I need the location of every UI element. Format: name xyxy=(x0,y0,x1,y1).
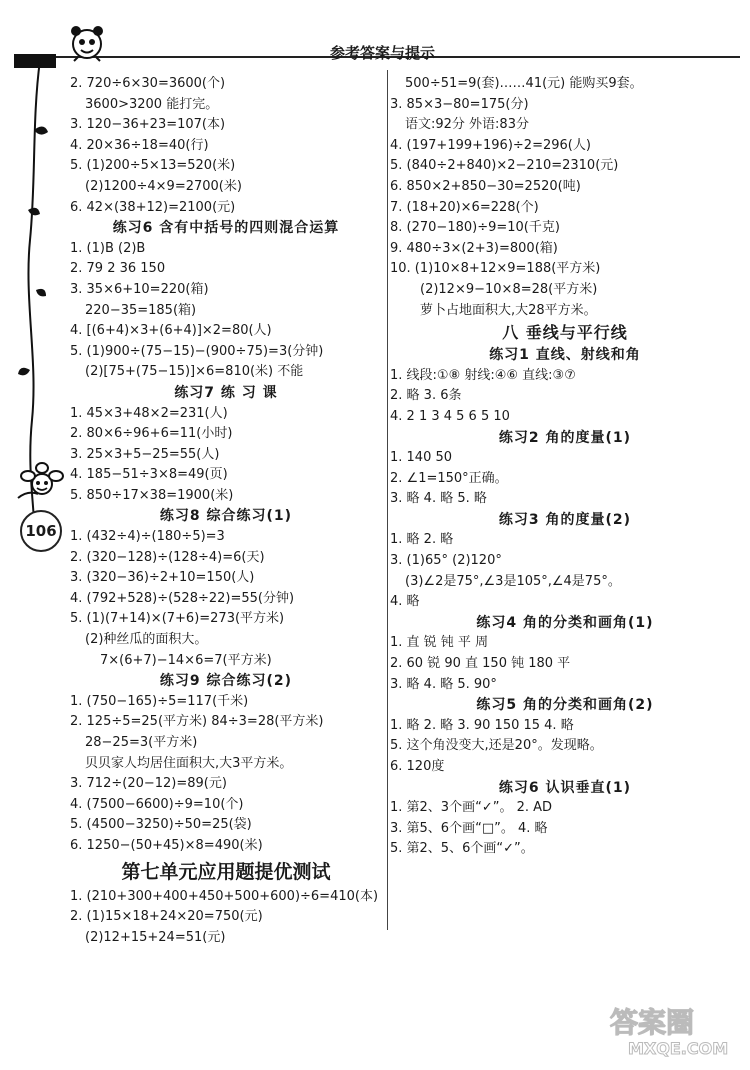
unit-test-heading: 第七单元应用题提优测试 xyxy=(121,860,331,883)
answer-line: 5. 这个角没变大,还是20°。发现略。 xyxy=(390,738,603,754)
answer-line: 1. 略 2. 略 xyxy=(390,532,454,548)
answer-line: 5. (840÷2+840)×2−210=2310(元) xyxy=(390,158,619,174)
answer-line: 1. 直 锐 钝 平 周 xyxy=(390,635,489,651)
answer-line: 10. (1)10×8+12×9=188(平方米) xyxy=(390,261,601,277)
answer-line: 5. 850÷17×38=1900(米) xyxy=(70,487,234,503)
answer-line: 6. 42×(38+12)=2100(元) xyxy=(70,199,236,215)
mascot-clock-icon xyxy=(64,22,110,62)
answer-line: 2. 60 锐 90 直 150 钝 180 平 xyxy=(390,656,571,672)
answer-line: 语文:92分 外语:83分 xyxy=(405,117,529,133)
answer-line: 3. 第5、6个画“□”。 4. 略 xyxy=(390,820,548,836)
answer-line: 1. 140 50 xyxy=(390,450,453,466)
answer-line: 5. (1)200÷5×13=520(米) xyxy=(70,158,236,174)
answer-line: 7×(6+7)−14×6=7(平方米) xyxy=(100,652,272,668)
answer-line: 2. (1)15×18+24×20=750(元) xyxy=(70,909,263,925)
answer-line: 1. 第2、3个画“✓”。 2. AD xyxy=(390,800,553,816)
answer-line: 1. (210+300+400+450+500+600)÷6=410(本) xyxy=(70,888,379,904)
answer-line: 1. 45×3+48×2=231(人) xyxy=(70,405,228,421)
answer-line: 9. 480÷3×(2+3)=800(箱) xyxy=(390,240,558,256)
answer-line: (2)种丝瓜的面积大。 xyxy=(85,632,208,648)
answer-line: 3. (1)65° (2)120° xyxy=(390,553,502,569)
answer-line: 3. 25×3+5−25=55(人) xyxy=(70,446,220,462)
column-divider xyxy=(387,70,388,930)
watermark-logo-text: 答案圈 xyxy=(610,1006,695,1039)
answer-line: 1. (432÷4)÷(180÷5)=3 xyxy=(70,529,225,545)
answer-line: 2. 80×6÷96+6=11(小时) xyxy=(70,426,233,442)
answer-line: (2)12+15+24=51(元) xyxy=(85,929,226,945)
vine-decoration-icon xyxy=(10,60,50,520)
answer-line: 3. 略 4. 略 5. 略 xyxy=(390,491,487,507)
answer-line: 7. (18+20)×6=228(个) xyxy=(390,199,539,215)
answer-line: (3)∠2是75°,∠3是105°,∠4是75°。 xyxy=(405,573,621,589)
answer-line: 220−35=185(箱) xyxy=(85,302,197,318)
exercise-heading: 练习7 练 习 课 xyxy=(174,384,278,401)
answer-line: 4. [(6+4)×3+(6+4)]×2=80(人) xyxy=(70,323,272,339)
answer-line: 2. 略 3. 6条 xyxy=(390,388,462,404)
answer-line: 1. (1)B (2)B xyxy=(70,240,146,256)
answer-line: 4. (7500−6600)÷9=10(个) xyxy=(70,796,244,812)
answer-line: 1. 略 2. 略 3. 90 150 15 4. 略 xyxy=(390,717,574,733)
exercise-heading: 练习5 角的分类和画角(2) xyxy=(476,697,654,714)
answer-line: (2)1200÷4×9=2700(米) xyxy=(85,178,242,194)
answer-line: 3. 85×3−80=175(分) xyxy=(390,96,529,112)
answer-line: 2. ∠1=150°正确。 xyxy=(390,470,508,486)
answer-line: 8. (270−180)÷9=10(千克) xyxy=(390,220,560,236)
answer-line: 4. 2 1 3 4 5 6 5 10 xyxy=(390,408,510,424)
answer-line: 萝卜占地面积大,大28平方米。 xyxy=(420,302,597,318)
answer-line: (2)12×9−10×8=28(平方米) xyxy=(420,281,598,297)
answer-line: (2)[75+(75−15)]×6=810(米) 不能 xyxy=(85,364,304,380)
answer-line: 4. (792+528)÷(528÷22)=55(分钟) xyxy=(70,590,295,606)
answer-line: 4. 185−51÷3×8=49(页) xyxy=(70,467,228,483)
left-answer-column xyxy=(70,74,382,948)
exercise-heading: 练习6 认识垂直(1) xyxy=(498,779,632,796)
right-answer-column xyxy=(390,74,740,860)
answer-line: 3. 120−36+23=107(本) xyxy=(70,117,226,133)
answer-line: 贝贝家人均居住面积大,大3平方米。 xyxy=(85,755,293,771)
page-number-badge: 106 xyxy=(20,510,62,552)
answer-line: 3. 35×6+10=220(箱) xyxy=(70,281,209,297)
answer-line: 4. 20×36÷18=40(行) xyxy=(70,137,209,153)
exercise-heading: 练习9 综合练习(2) xyxy=(159,673,293,690)
watermark-logo-icon xyxy=(600,1000,740,1060)
answer-line: 3600>3200 能打完。 xyxy=(85,96,219,112)
answer-line: 3. 712÷(20−12)=89(元) xyxy=(70,776,227,792)
exercise-heading: 练习3 角的度量(2) xyxy=(498,511,632,528)
exercise-heading: 练习4 角的分类和画角(1) xyxy=(476,614,654,631)
answer-line: 2. (320−128)÷(128÷4)=6(天) xyxy=(70,549,265,565)
answer-line: 2. 720÷6×30=3600(个) xyxy=(70,76,226,91)
answer-line: 2. 79 2 36 150 xyxy=(70,261,166,277)
answer-line: 3. (320−36)÷2+10=150(人) xyxy=(70,570,255,586)
chapter-heading: 八 垂线与平行线 xyxy=(502,323,628,343)
answer-line: 1. 线段:①⑧ 射线:④⑥ 直线:③⑦ xyxy=(390,367,576,383)
answer-line: 28−25=3(平方米) xyxy=(85,735,198,750)
exercise-heading: 练习6 含有中括号的四则混合运算 xyxy=(112,220,340,237)
exercise-heading: 练习8 综合练习(1) xyxy=(159,508,293,525)
answer-line: 3. 略 4. 略 5. 90° xyxy=(390,676,497,692)
answer-line: 5. (1)900÷(75−15)−(900÷75)=3(分钟) xyxy=(70,343,324,359)
answer-line: 6. 850×2+850−30=2520(吨) xyxy=(390,178,581,194)
watermark-url-text: MXQE.COM xyxy=(628,1039,729,1058)
page-header-title: 参考答案与提示 xyxy=(330,44,436,62)
answer-line: 5. (1)(7+14)×(7+6)=273(平方米) xyxy=(70,611,285,627)
exercise-heading: 练习2 角的度量(1) xyxy=(498,429,632,446)
answer-line: 6. 120度 xyxy=(390,759,445,774)
answer-line: 4. 略 xyxy=(390,594,420,610)
answer-line: 5. (4500−3250)÷50=25(袋) xyxy=(70,817,252,833)
answer-line: 500÷51=9(套)……41(元) 能购买9套。 xyxy=(405,76,643,91)
exercise-heading: 练习1 直线、射线和角 xyxy=(489,347,641,364)
answer-line: 2. 125÷5=25(平方米) 84÷3=28(平方米) xyxy=(70,714,324,730)
answer-line: 1. (750−165)÷5=117(千米) xyxy=(70,693,249,709)
mascot-flower-icon xyxy=(10,462,70,512)
answer-line: 6. 1250−(50+45)×8=490(米) xyxy=(70,837,263,853)
answer-line: 5. 第2、5、6个画“✓”。 xyxy=(390,841,534,857)
answer-line: 4. (197+199+196)÷2=296(人) xyxy=(390,137,591,153)
